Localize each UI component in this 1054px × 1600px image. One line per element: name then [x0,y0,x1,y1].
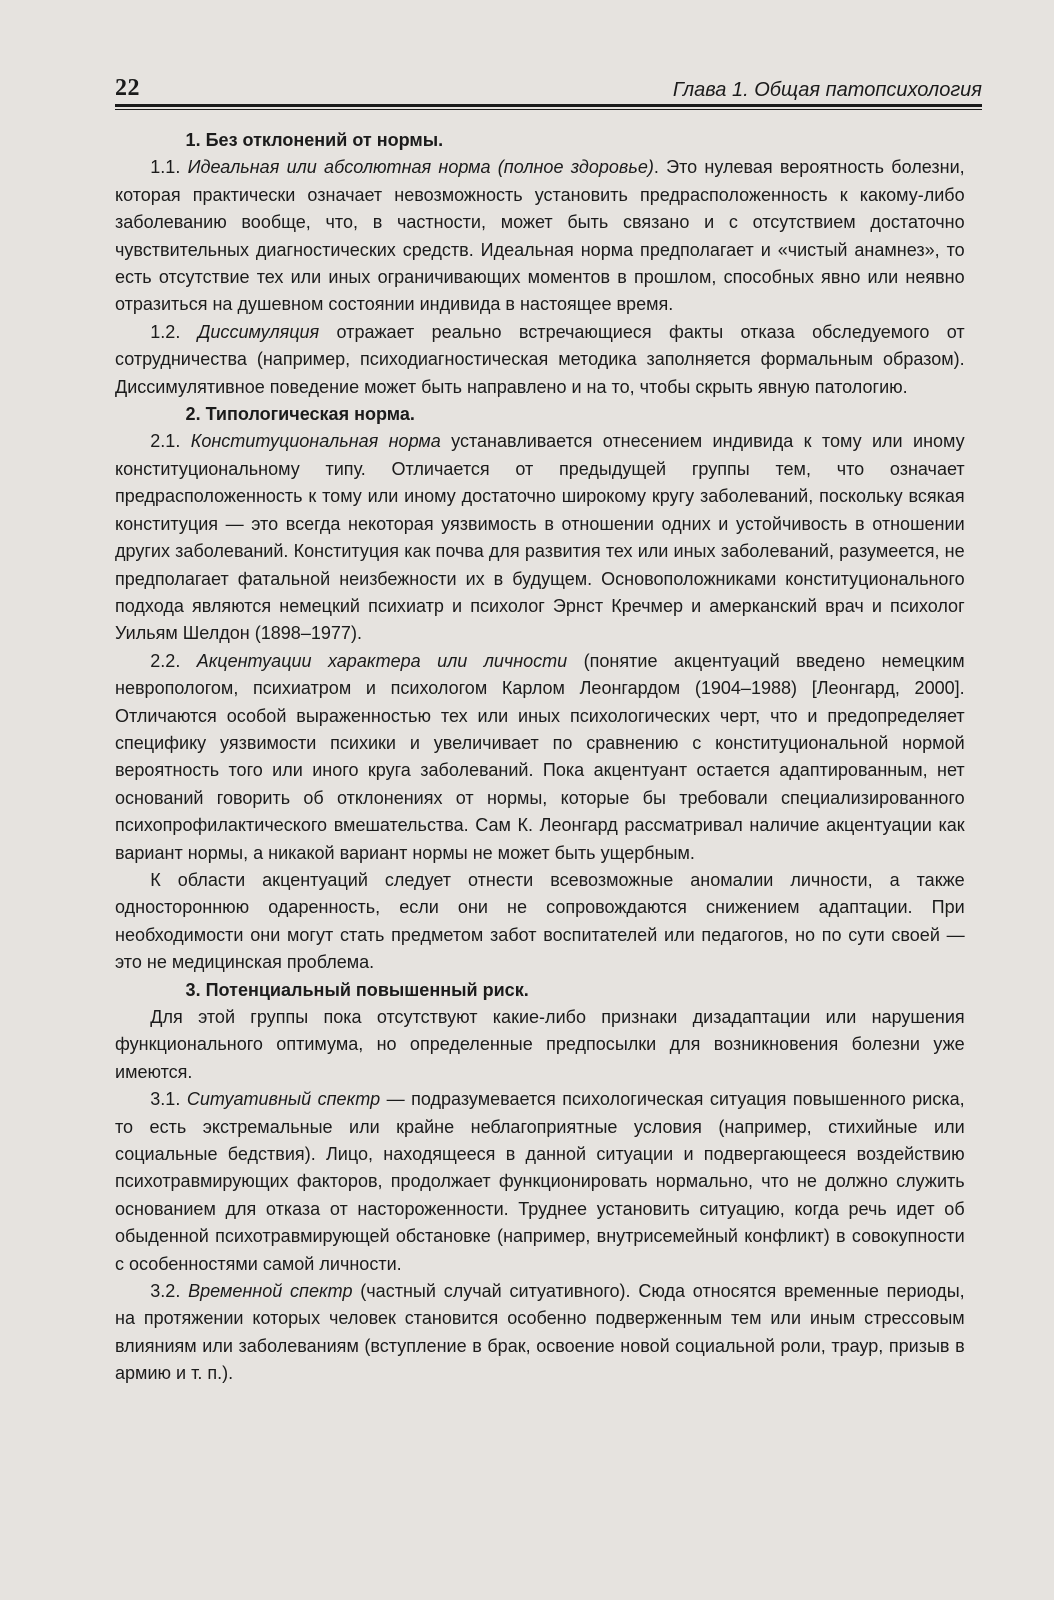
chapter-title: Глава 1. Общая патопсихология [672,79,982,101]
item-number: 2.2. [150,649,197,671]
paragraph-3-1 [115,1085,965,1277]
item-number: 2.1. [150,430,191,452]
section-heading-2: 2. Типологическая норма. [185,403,415,425]
body-text [115,126,965,1387]
paragraph-text: . Это нулевая вероятность болезни, которая практически означает невозможность установить предрасположенность к какому-либо заболеванию вообще, что, в частности, может быть связано и с отсутствием достаточно чувствительных диагностических средств. Идеальная норма предполагает и «чистый анамнез», то есть отсутствие тех или иных ограничивающих моментов в прошлом, способных явно или неявно отразиться на душевном состоянии индивида в настоящее время. [115,156,965,315]
paragraph-3-2 [115,1277,965,1387]
term: Акцентуации характера или личности [196,649,568,671]
running-head [115,72,982,102]
page-number: 22 [115,75,140,101]
item-number: 3.1. [150,1088,187,1110]
paragraph-3-intro: Для этой группы пока отсутствуют какие-либо признаки дизадаптации или нарушения функционального оптимума, но определенные предпосылки для возникновения болезни уже имеются. [115,1006,965,1082]
paragraph-text: отражает реально встречающиеся факты отказа обследуемого от сотрудничества (например, психодиагностическая методика заполняется формальным образом). Диссимулятивное поведение может быть направлено и на то, чтобы скрыть явную патологию. [115,320,965,397]
term: Идеальная или абсолютная норма (полное здоровье) [187,156,654,178]
item-number: 3.2. [150,1280,189,1302]
paragraph-1-2 [115,318,965,400]
paragraph-text: (частный случай ситуативного). Сюда относятся временные периоды, на протяжении которых человек становится особенно подверженным тем или иным стрессовым влияниям или заболеваниям (вступление в брак, освоение новой социальной роли, траур, призыв в армию и т. п.). [115,1280,965,1384]
item-number: 1.1. [150,156,188,178]
section-heading-3: 3. Потенциальный повышенный риск. [185,978,529,1000]
paragraph-text: (понятие акцентуаций введено немецким невропологом, психиатром и психологом Карлом Леонгардом (1904–1988) [Леонгард, 2000]. Отличаются особой выраженностью тех или иных психологических черт, что и предопределяет специфику уязвимости психики и увеличивает по сравнению с конституциональной нормой вероятность того или иного круга заболеваний. Пока акцентуант остается адаптированным, нет оснований говорить об отклонениях от нормы, которые бы требовали специализированного психопрофилактического вмешательства. Сам К. Леонгард рассматривал наличие акцентуации как вариант нормы, а никакой вариант нормы не может быть ущербным. [115,649,965,863]
paragraph-text: устанавливается отнесением индивида к тому или иному конституциональному типу. Отличается от предыдущей группы тем, что означает предрасположенность к тому или иному достаточно широкому кругу заболеваний, поскольку всякая конституция — это всегда некоторая уязвимость в отношении одних и устойчивость в отношении других заболеваний. Конституция как почва для развития тех или иных заболеваний, разумеется, не предполагает фатальной неизбежности их в будущем. Основоположниками конституционального подхода являются немецкий психиатр и психолог Эрнст Кречмер и амерканский врач и психолог Уильям Шелдон (1898–1977). [115,430,965,644]
paragraph-2-2 [115,647,965,866]
paragraph-2-1 [115,427,965,646]
paragraph-text: — подразумевается психологическая ситуация повышенного риска, то есть экстремальные или крайне неблагоприятные условия (например, стихийные или социальные бедствия). Лицо, находящееся в данной ситуации и подвергающееся воздействию психотравмирующих факторов, продолжает функционировать нормально, что не должно служить основанием для отказа от настороженности. Труднее установить ситуацию, когда речь идет об обыденной психотравмирующей обстановке (например, внутрисемейный конфликт) в совокупности с особенностями самой личности. [115,1088,965,1274]
term: Временной спектр [188,1280,353,1302]
term: Диссимуляция [197,320,320,342]
term: Конституциональная норма [190,430,441,452]
paragraph-1-1 [115,153,965,317]
term: Ситуативный спектр [186,1088,381,1110]
header-rule [115,104,982,110]
section-heading-1: 1. Без отклонений от нормы. [185,129,444,150]
item-number: 1.2. [150,320,198,342]
paragraph-2-3: К области акцентуаций следует отнести всевозможные аномалии личности, а также одностороннюю одаренность, если они не сопровождаются снижением адаптации. При необходимости они могут стать предметом забот воспитателей или педагогов, но по сути своей — это не медицинская проблема. [115,868,965,973]
